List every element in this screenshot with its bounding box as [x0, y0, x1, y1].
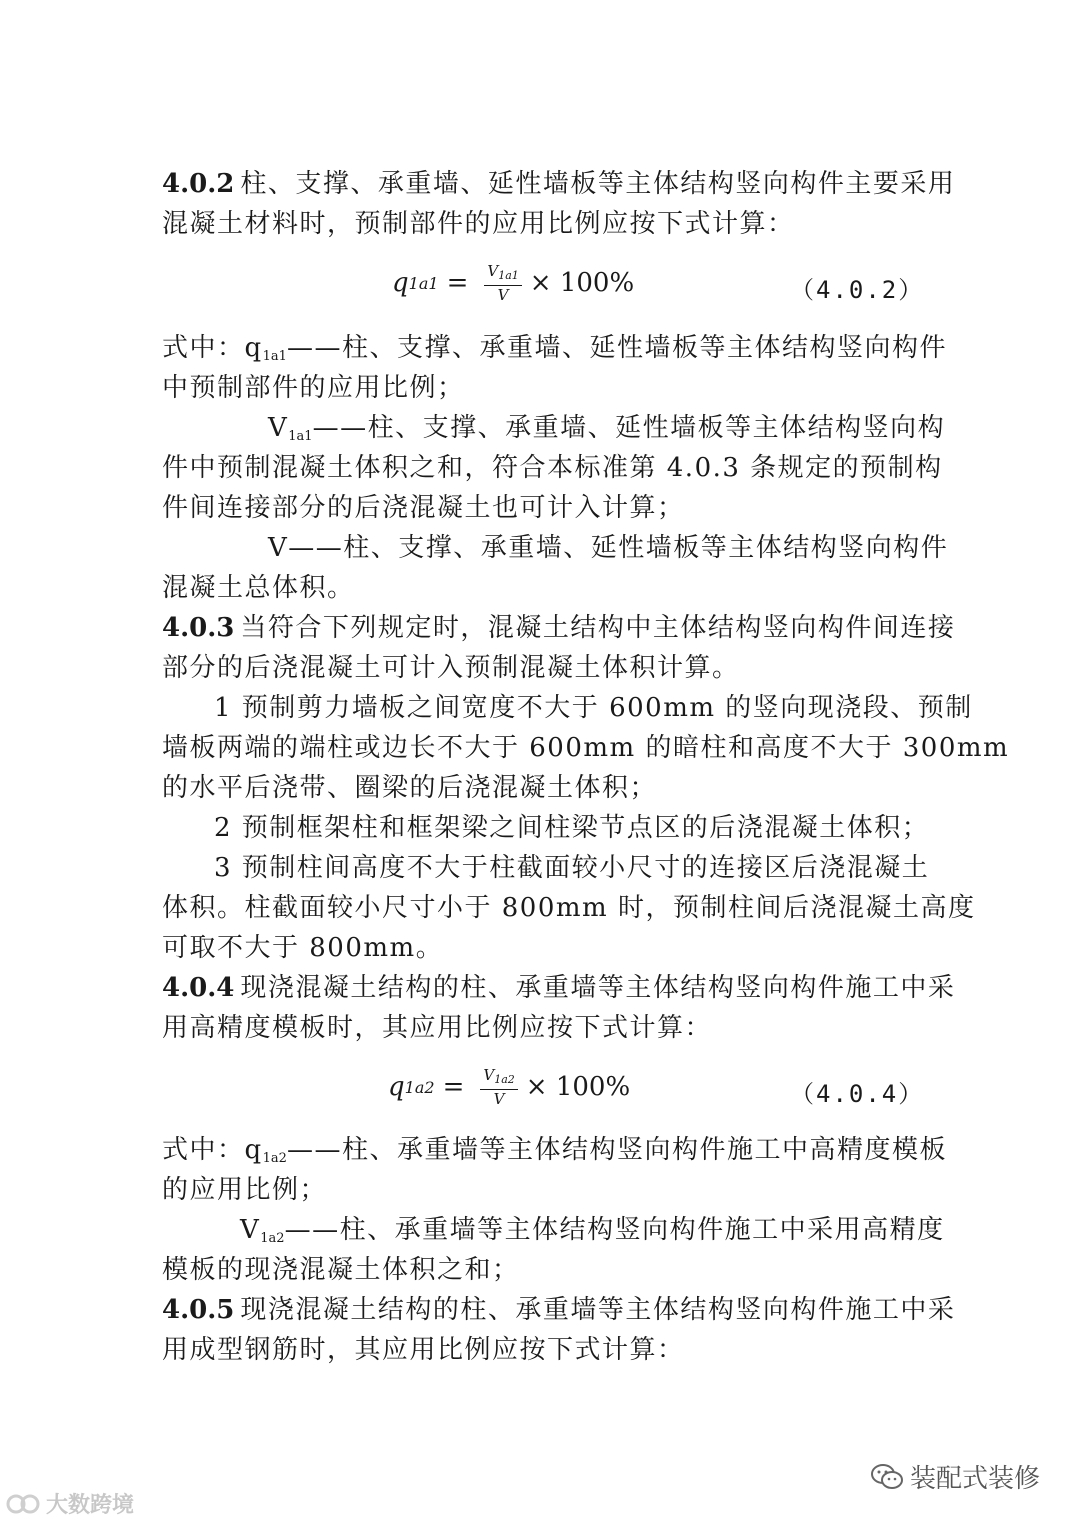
clause-4-0-4-line-2: 用高精度模板时，其应用比例应按下式计算： — [162, 1013, 713, 1043]
where-v1a2-line-2: 模板的现浇混凝土体积之和； — [162, 1255, 520, 1285]
clause-number: 4.0.2 — [162, 169, 235, 199]
where-q1a1-line-1: 式中：$q_{1a1}——$柱、支撑、承重墙、延性墙板等主体结构竖向构件 — [162, 333, 947, 364]
where-v-line-2: 混凝土总体积。 — [162, 573, 355, 603]
clause-4-0-3-line-2: 部分的后浇混凝土可计入预制混凝土体积计算。 — [162, 653, 740, 683]
item-1-line-1: 1 预制剪力墙板之间宽度不大于 600mm 的竖向现浇段、预制 — [214, 693, 973, 723]
where-v1a2-line-1: $V_{1a2}——$柱、承重墙等主体结构竖向构件施工中采用高精度 — [240, 1215, 945, 1246]
clause-number: 4.0.5 — [162, 1295, 235, 1325]
item-2-line-1: 2 预制框架柱和框架梁之间柱梁节点区的后浇混凝土体积； — [214, 813, 930, 843]
where-v1a1-line-3: 件间连接部分的后浇混凝土也可计入计算； — [162, 493, 685, 523]
fraction: $\frac{V_{1a2}}{V}$ — [480, 1066, 517, 1108]
where-q1a2-line-1: 式中：$q_{1a2}——$柱、承重墙等主体结构竖向构件施工中高精度模板 — [162, 1135, 947, 1166]
item-1-line-3: 的水平后浇带、圈梁的后浇混凝土体积； — [162, 773, 658, 803]
wechat-icon — [870, 1463, 904, 1491]
where-q1a2-line-2: 的应用比例； — [162, 1175, 328, 1205]
item-3-line-2: 体积。柱截面较小尺寸小于 800mm 时，预制柱间后浇混凝土高度 — [162, 893, 976, 923]
where-v1a1-line-1: $V_{1a1}——$柱、支撑、承重墙、延性墙板等主体结构竖向构 — [268, 413, 946, 444]
where-q1a1-line-2: 中预制部件的应用比例； — [162, 373, 465, 403]
clause-4-0-3-line-1: 4.0.3 当符合下列规定时，混凝土结构中主体结构竖向构件间连接 — [162, 613, 956, 643]
where-v1a1-line-2: 件中预制混凝土体积之和，符合本标准第 4.0.3 条规定的预制构 — [162, 453, 943, 483]
clause-4-0-4-line-1: 4.0.4 现浇混凝土结构的柱、承重墙等主体结构竖向构件施工中采 — [162, 973, 956, 1003]
clause-number: 4.0.4 — [162, 973, 235, 1003]
watermark-right: 装配式装修 — [870, 1458, 1040, 1495]
clause-4-0-2-line-1: 4.0.2 柱、支撑、承重墙、延性墙板等主体结构竖向构件主要采用 — [162, 169, 956, 199]
equation-number: （4.0.4） — [790, 1080, 925, 1108]
clause-4-0-5-line-2: 用成型钢筋时，其应用比例应按下式计算： — [162, 1335, 685, 1365]
where-v-line-1: V——柱、支撑、承重墙、延性墙板等主体结构竖向构件 — [268, 533, 949, 563]
formula-4-0-4: q 1a2 = $\frac{V_{1a2}}{V}$ × 100% — [388, 1066, 631, 1108]
clause-4-0-5-line-1: 4.0.5 现浇混凝土结构的柱、承重墙等主体结构竖向构件施工中采 — [162, 1295, 956, 1325]
clause-number: 4.0.3 — [162, 613, 235, 643]
camera-logo-icon — [6, 1490, 40, 1518]
clause-4-0-2-line-2: 混凝土材料时，预制部件的应用比例应按下式计算： — [162, 209, 795, 239]
fraction: $\frac{V_{1a1}}{V}$ — [484, 262, 521, 304]
formula-4-0-2: q 1a1 = $\frac{V_{1a1}}{V}$ × 100% — [392, 262, 635, 304]
item-3-line-3: 可取不大于 800mm。 — [162, 933, 444, 963]
item-1-line-2: 墙板两端的端柱或边长不大于 600mm 的暗柱和高度不大于 300mm — [162, 733, 1010, 763]
equation-number: （4.0.2） — [790, 276, 925, 304]
item-3-line-1: 3 预制柱间高度不大于柱截面较小尺寸的连接区后浇混凝土 — [214, 853, 930, 883]
watermark-left: 大数跨境 — [6, 1488, 134, 1519]
